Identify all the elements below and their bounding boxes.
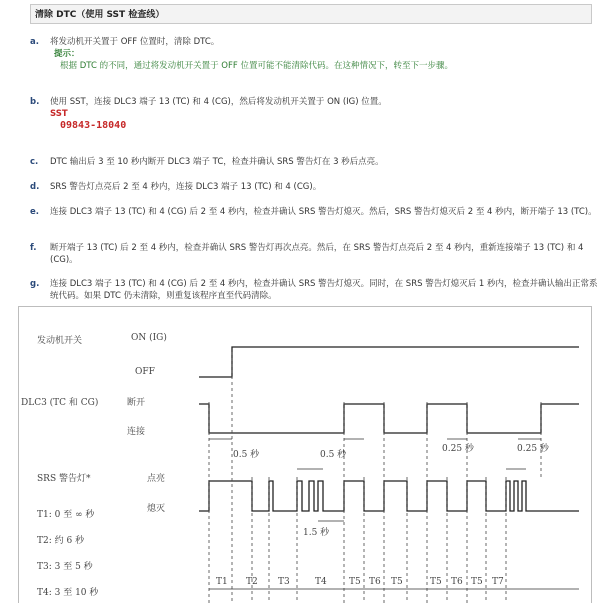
- srs-lamp-label: SRS 警告灯*: [37, 474, 91, 484]
- step-letter: a.: [30, 37, 39, 47]
- lamp-off-label: 熄灭: [147, 504, 166, 514]
- step-letter: g.: [30, 279, 40, 289]
- step-text: DTC 输出后 3 至 10 秒内断开 DLC3 端子 TC，检查并确认 SRS 警告灯在 3 秒后点亮。: [50, 157, 384, 167]
- step-letter: d.: [30, 182, 40, 192]
- duration-0-25s-first: 0.25 秒: [442, 444, 474, 454]
- period-label: T1: [216, 577, 228, 587]
- duration-0-25s-second: 0.25 秒: [517, 444, 549, 454]
- period-label: T4: [315, 577, 327, 587]
- step-text: 将发动机开关置于 OFF 位置时，清除 DTC。: [50, 37, 220, 47]
- section-header: [30, 4, 592, 24]
- t2-definition: T2: 约 6 秒: [37, 536, 85, 546]
- sst-label: SST: [50, 109, 68, 119]
- duration-0-5s-second: 0.5 秒: [320, 450, 347, 460]
- period-label: T3: [278, 577, 290, 587]
- hint-title: 提示：: [54, 49, 80, 59]
- t3-definition: T3: 3 至 5 秒: [37, 562, 93, 572]
- section-title: 清除 DTC（使用 SST 检查线）: [35, 10, 165, 20]
- period-label: T5: [430, 577, 442, 587]
- step-letter: c.: [30, 157, 39, 167]
- period-label: T6: [369, 577, 381, 587]
- step-letter: b.: [30, 97, 40, 107]
- lamp-on-label: 点亮: [147, 474, 166, 484]
- step-text: 断开端子 13 (TC) 后 2 至 4 秒内，检查并确认 SRS 警告灯再次点亮。然后，在 SRS 警告灯点亮后 2 至 4 秒内，重新连接端子 13 (TC) 和 4 (CG)。: [50, 243, 584, 265]
- period-label: T6: [451, 577, 463, 587]
- step-text: 连接 DLC3 端子 13 (TC) 和 4 (CG) 后 2 至 4 秒内，检查并确认 SRS 警告灯熄灭。同时，在 SRS 警告灯熄灭后 1 秒内，检查并确认输出正常系统代码。如果 DTC 仍未清除，则重复该程序直至代码清除。: [50, 279, 598, 301]
- engine-switch-waveform: [199, 347, 579, 377]
- duration-1-5s: 1.5 秒: [303, 528, 330, 538]
- t4-definition: T4: 3 至 10 秒: [37, 588, 99, 598]
- step-text: SRS 警告灯点亮后 2 至 4 秒内，连接 DLC3 端子 13 (TC) 和 4 (CG)。: [50, 182, 322, 192]
- period-label: T5: [349, 577, 361, 587]
- period-label: T7: [492, 577, 504, 587]
- timing-diagram-svg: [19, 307, 591, 603]
- disconnect-label: 断开: [127, 398, 146, 408]
- period-label: T2: [246, 577, 258, 587]
- step-letter: e.: [30, 207, 39, 217]
- step-letter: f.: [30, 243, 37, 253]
- period-label: T5: [471, 577, 483, 587]
- on-ig-label: ON (IG): [131, 333, 167, 343]
- step-text: 连接 DLC3 端子 13 (TC) 和 4 (CG) 后 2 至 4 秒内，检查并确认 SRS 警告灯熄灭。然后，SRS 警告灯熄灭后 2 至 4 秒内，断开端子 13 (TC)。: [50, 207, 597, 217]
- period-label: T5: [391, 577, 403, 587]
- sst-number: 09843-18040: [60, 120, 127, 131]
- step-text: 使用 SST，连接 DLC3 端子 13 (TC) 和 4 (CG)，然后将发动机开关置于 ON (IG) 位置。: [50, 97, 387, 107]
- srs-lamp-waveform: [199, 481, 579, 511]
- engine-switch-label: 发动机开关: [37, 336, 83, 346]
- off-label: OFF: [135, 367, 155, 377]
- duration-0-5s-first: 0.5 秒: [233, 450, 260, 460]
- connect-label: 连接: [127, 427, 146, 437]
- timing-diagram: [18, 306, 592, 603]
- dlc3-waveform: [199, 404, 579, 433]
- dlc3-label: DLC3 (TC 和 CG): [21, 398, 99, 408]
- t1-definition: T1: 0 至 ∞ 秒: [37, 510, 95, 520]
- hint-text: 根据 DTC 的不同，通过将发动机开关置于 OFF 位置可能不能清除代码。在这种情况下，转至下一步骤。: [60, 61, 453, 71]
